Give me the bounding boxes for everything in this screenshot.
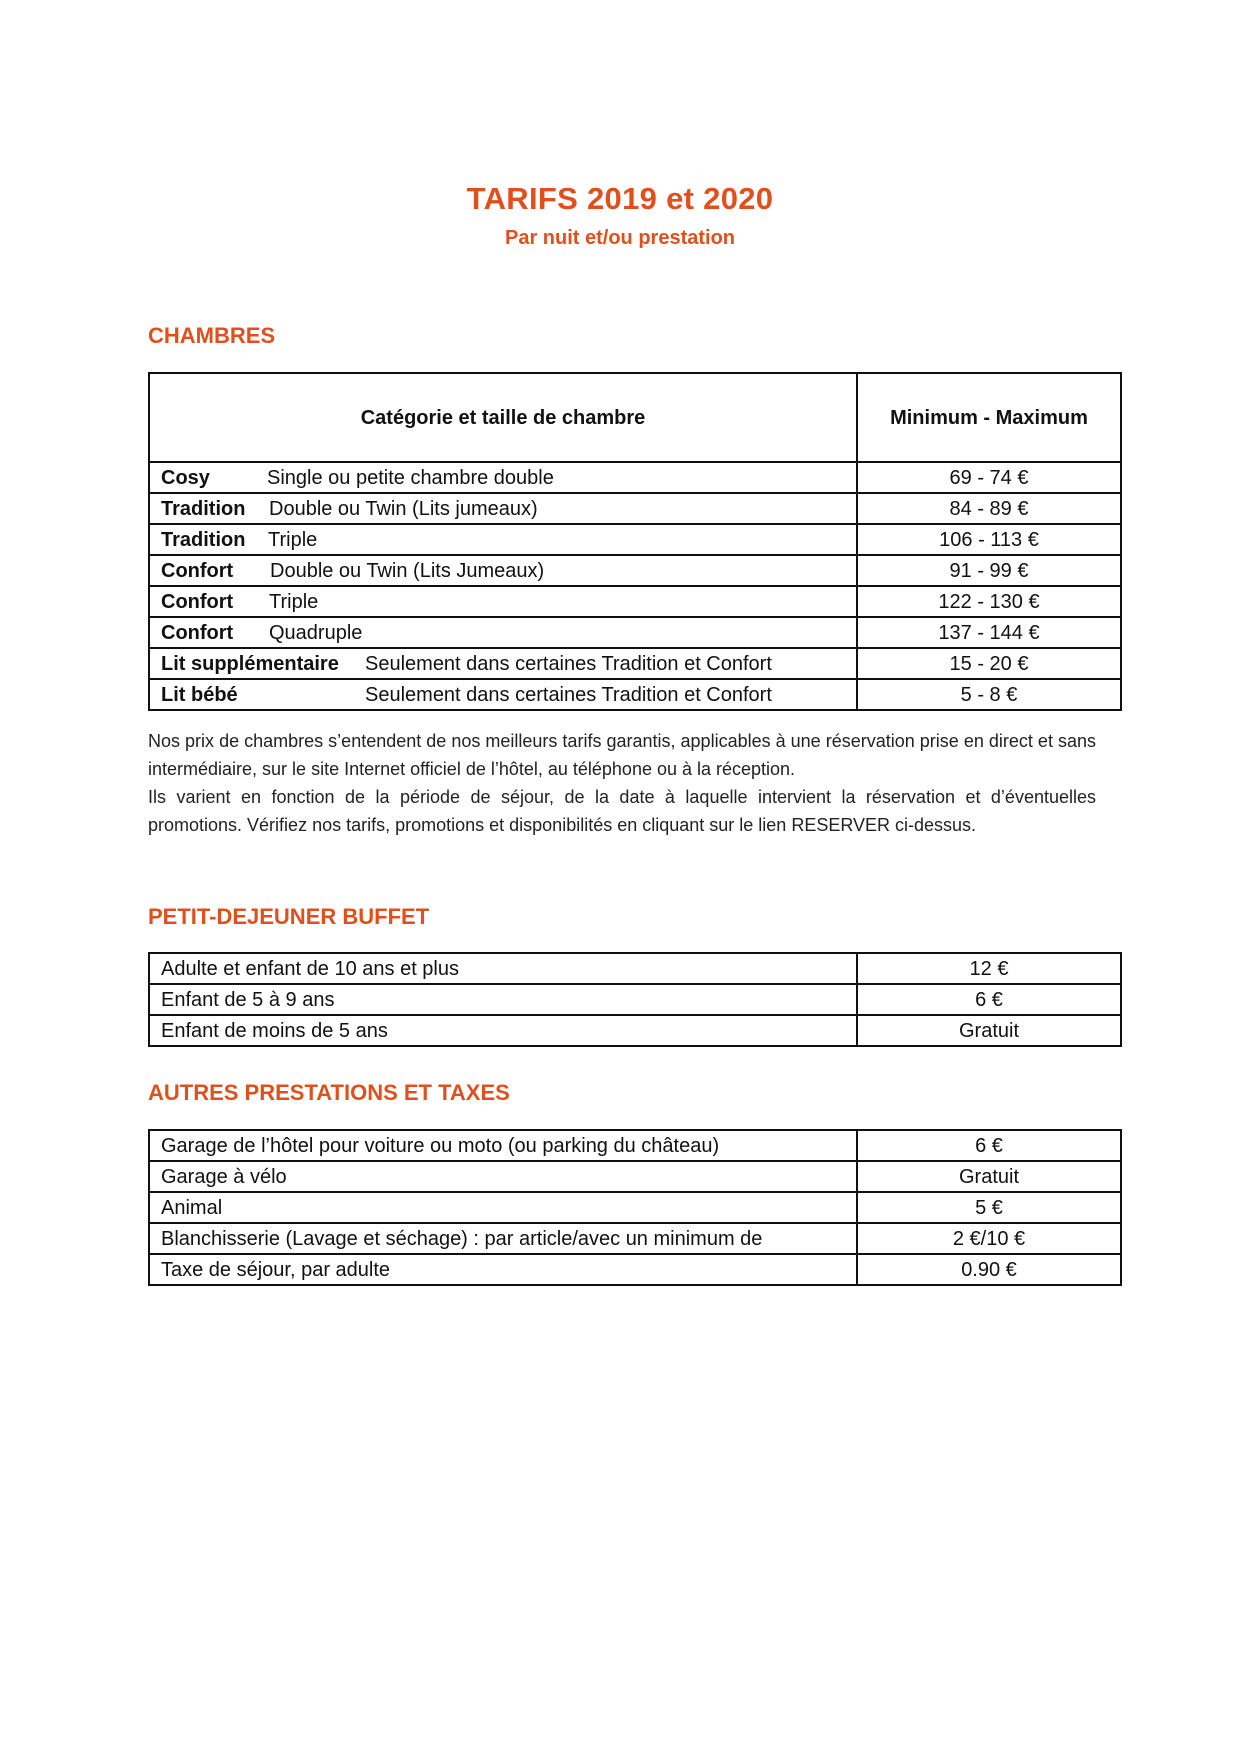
breakfast-table [148, 952, 1122, 1047]
room-cell [149, 679, 857, 710]
section-heading-chambres: CHAMBRES [148, 323, 276, 348]
table-row [149, 493, 1121, 524]
service-price: Gratuit [857, 1161, 1121, 1192]
room-cell [149, 617, 857, 648]
room-price: 5 - 8 € [857, 679, 1121, 710]
room-cell [149, 462, 857, 493]
breakfast-price: 12 € [857, 953, 1121, 984]
section-heading-breakfast: PETIT-DEJEUNER BUFFET [148, 904, 430, 929]
breakfast-label: Enfant de moins de 5 ans [149, 1015, 857, 1046]
other-services-table [148, 1129, 1122, 1286]
room-cell [149, 586, 857, 617]
room-category: Confort [161, 559, 234, 582]
room-category: Tradition [161, 528, 246, 551]
service-label: Animal [149, 1192, 857, 1223]
service-price: 0.90 € [857, 1254, 1121, 1285]
room-description: Seulement dans certaines Tradition et Confort [365, 683, 772, 706]
table-row [149, 1015, 1121, 1046]
table-row [149, 984, 1121, 1015]
service-price: 6 € [857, 1130, 1121, 1161]
table-row [149, 1223, 1121, 1254]
table-row [149, 462, 1121, 493]
breakfast-label: Enfant de 5 à 9 ans [149, 984, 857, 1015]
service-label: Garage à vélo [149, 1161, 857, 1192]
room-price: 15 - 20 € [857, 648, 1121, 679]
room-price: 91 - 99 € [857, 555, 1121, 586]
service-price: 5 € [857, 1192, 1121, 1223]
room-category: Lit bébé [161, 683, 238, 706]
room-category: Confort [161, 590, 234, 613]
room-price: 137 - 144 € [857, 617, 1121, 648]
breakfast-price: Gratuit [857, 1015, 1121, 1046]
room-price: 84 - 89 € [857, 493, 1121, 524]
room-category: Lit supplémentaire [161, 652, 339, 675]
pricing-note [148, 727, 1096, 839]
room-description: Triple [268, 528, 318, 551]
room-description: Triple [269, 590, 319, 613]
pricing-note-paragraph: Ils varient en fonction de la période de séjour, de la date à laquelle intervient la réservation et d’éventuelles promotions. Vérifiez nos tarifs, promotions et disponibilités en cliquant sur le lien RESERVER ci-dessus. [148, 787, 1096, 835]
room-cell [149, 555, 857, 586]
section-heading-other-services: AUTRES PRESTATIONS ET TAXES [148, 1080, 510, 1105]
table-row [149, 1192, 1121, 1223]
breakfast-price: 6 € [857, 984, 1121, 1015]
table-row [149, 586, 1121, 617]
room-description: Seulement dans certaines Tradition et Confort [365, 652, 772, 675]
table-row [149, 679, 1121, 710]
column-header-price: Minimum - Maximum [857, 373, 1121, 462]
room-cell [149, 493, 857, 524]
table-row [149, 1161, 1121, 1192]
room-description: Quadruple [269, 621, 363, 644]
service-price: 2 €/10 € [857, 1223, 1121, 1254]
room-category: Tradition [161, 497, 246, 520]
table-row [149, 953, 1121, 984]
rooms-table [148, 372, 1122, 711]
service-label: Taxe de séjour, par adulte [149, 1254, 857, 1285]
table-row [149, 524, 1121, 555]
breakfast-label: Adulte et enfant de 10 ans et plus [149, 953, 857, 984]
room-price: 106 - 113 € [857, 524, 1121, 555]
service-label: Garage de l’hôtel pour voiture ou moto (ou parking du château) [149, 1130, 857, 1161]
table-row [149, 1254, 1121, 1285]
room-cell [149, 648, 857, 679]
page-subtitle: Par nuit et/ou prestation [504, 227, 736, 249]
page-title: TARIFS 2019 et 2020 [466, 181, 774, 216]
rooms-table-header [149, 373, 1121, 462]
room-category: Cosy [161, 466, 210, 489]
table-row [149, 648, 1121, 679]
room-description: Double ou Twin (Lits jumeaux) [269, 497, 538, 520]
room-description: Double ou Twin (Lits Jumeaux) [270, 559, 545, 582]
pricing-note-paragraph: Nos prix de chambres s’entendent de nos meilleurs tarifs garantis, applicables à une réservation prise en direct et sans intermédiaire, sur le site Internet officiel de l’hôtel, au téléphone ou à la réception. [148, 731, 1096, 779]
room-price: 69 - 74 € [857, 462, 1121, 493]
room-category: Confort [161, 621, 234, 644]
room-description: Single ou petite chambre double [267, 466, 554, 489]
service-label: Blanchisserie (Lavage et séchage) : par article/avec un minimum de [149, 1223, 857, 1254]
room-cell [149, 524, 857, 555]
table-row [149, 555, 1121, 586]
table-row [149, 617, 1121, 648]
table-row [149, 1130, 1121, 1161]
column-header-category: Catégorie et taille de chambre [149, 373, 857, 462]
room-price: 122 - 130 € [857, 586, 1121, 617]
